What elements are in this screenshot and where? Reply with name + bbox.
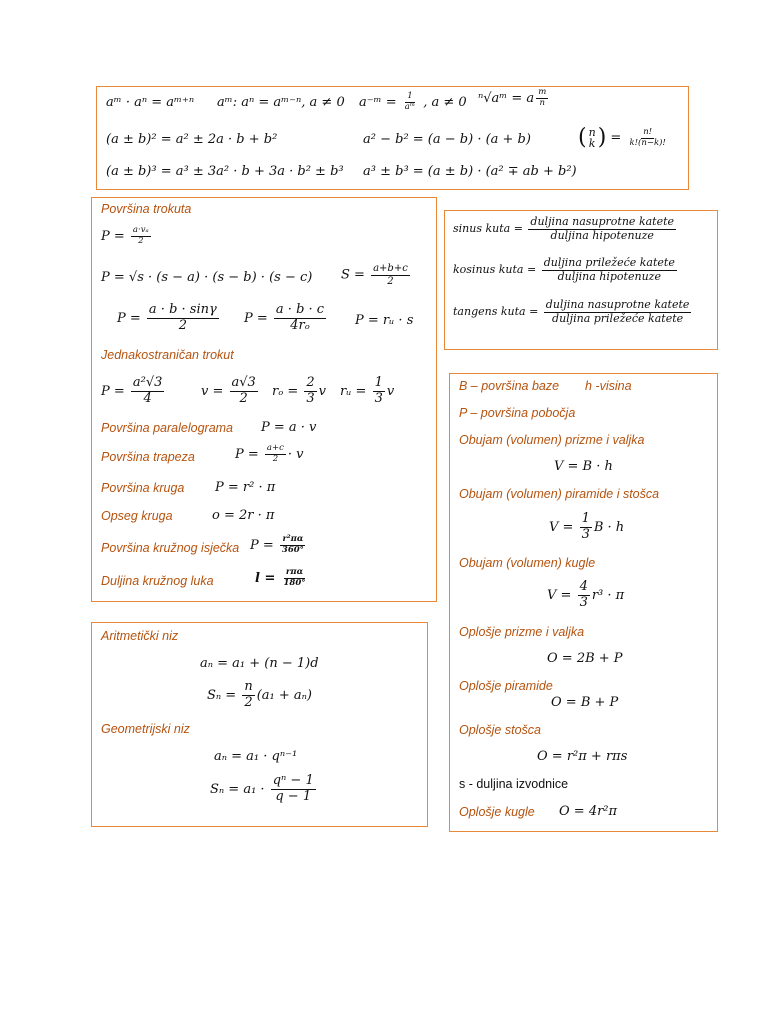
equilateral-area: P = $\frac{\text{a²√3}}{4}$ [101,375,163,406]
formula-negative-exponent [359,92,467,113]
prism-volume-formula: V = B · h [554,459,613,474]
triangle-area-basic: P = $\frac{\text{a·vₐ}}{2}$ [101,225,149,246]
parallelogram-area-heading: Površina paralelograma [101,421,234,435]
equilateral-circumradius: rₒ = $\frac{2}{3}$ v [272,375,327,406]
sphere-volume-heading: Obujam (volumen) kugle [459,556,596,570]
arc-length-formula: l = $\frac{\text{rπα}}{180^\circ}$ [255,567,306,588]
prism-surface-formula: O = 2B + P [547,651,623,666]
trapezoid-area-heading: Površina trapeza [101,450,195,464]
root-exp-base: ⁿ√aᵐ = a [478,91,535,106]
formula-square-binomial: (a ± b)² = a² ± 2a · b + b² [106,132,278,147]
arithmetic-sequence-heading: Aritmetički niz [101,629,179,643]
arithmetic-nth-term: aₙ = a₁ + (n − 1)d [200,656,319,671]
sine-definition: sinus kuta = $\frac{\text{duljina nasuprotne katete}}{\text{duljina hipotenuze}}$ [453,215,675,242]
binom-eq: = [610,130,622,146]
sector-area-heading: Površina kružnog isječka [101,541,240,555]
sphere-surface-formula: O = 4r²π [559,804,618,819]
cone-surface-heading: Oplošje stošca [459,723,541,737]
prism-volume-heading: Obujam (volumen) prizme i valjka [459,433,645,447]
root-exp-fraction: $\frac{m}{n}$ [538,87,547,108]
sphere-surface-heading: Oplošje kugle [459,805,535,819]
equilateral-height: v = $\frac{a√3}{2}$ [201,375,256,406]
triangle-area-circumradius: P = $\frac{a \cdot b \cdot c}{\text{4rₒ}}$ [244,302,325,333]
slant-height-note: s - duljina izvodnice [459,777,569,791]
tangent-definition: tangens kuta = $\frac{\text{duljina nasuprotne katete}}{\text{duljina priležeće katete}}$ [453,298,690,325]
arc-length-heading: Duljina kružnog luka [101,574,214,588]
circle-area-formula: P = r² · π [215,480,276,495]
lateral-area-label: P – površina pobočja [459,406,576,420]
prism-surface-heading: Oplošje prizme i valjka [459,625,585,639]
sector-area-formula: P = $\frac{\text{r²πα}}{360^\circ}$ [250,534,304,555]
arithmetic-sum: Sₙ = $\frac{n}{2}$ (a₁ + aₙ) [207,679,313,710]
formula-sum-cubes: a³ ± b³ = (a ± b) · (a² ∓ ab + b²) [363,164,577,179]
base-area-label: B – površina baze [459,379,560,393]
pyramid-volume-heading: Obujam (volumen) piramide i stošca [459,487,660,501]
circle-perimeter-heading: Opseg kruga [101,509,173,523]
geometric-sum: Sₙ = a₁ · $\frac{\text{qⁿ − 1}}{q - 1}$ [210,773,314,804]
cone-surface-formula: O = r²π + rπs [537,749,628,764]
pyramid-surface-formula: O = B + P [551,695,619,710]
neg-exp-left: a⁻ᵐ = [359,94,397,110]
neg-exp-right: , a ≠ 0 [423,94,467,110]
formula-power-product: aᵐ · aⁿ = aᵐ⁺ⁿ [106,95,195,110]
geometric-sequence-heading: Geometrijski niz [101,722,190,736]
triangle-area-sine: P = $\frac{a \cdot b \cdot \sin\gamma}{2}$ [117,302,217,333]
formula-binomial-coefficient: ( n k ) = $\frac{n!}{k!(n-k)!}$ [578,125,666,150]
triangle-area-heron: P = √s · (s − a) · (s − b) · (s − c) [101,270,313,285]
formula-power-quotient: aᵐ: aⁿ = aᵐ⁻ⁿ, a ≠ 0 [217,95,345,110]
binom-fraction: $\frac{n!}{k!(n-k)!}$ [629,126,666,148]
pyramid-volume-formula: V = $\frac{1}{3}$ B · h [549,511,625,542]
triangle-area-heading: Površina trokuta [101,202,192,216]
sphere-volume-formula: V = $\frac{4}{3}$ r³ · π [547,579,625,610]
formula-root-exponent [478,87,550,109]
formula-cube-binomial: (a ± b)³ = a³ ± 3a² · b + 3a · b² ± b³ [106,164,344,179]
parallelogram-area-formula: P = a · v [261,420,317,435]
geometric-nth-term: aₙ = a₁ · qⁿ⁻¹ [214,749,298,764]
circle-area-heading: Površina kruga [101,481,185,495]
binom-stack: n k [588,126,596,150]
formula-difference-squares: a² − b² = (a − b) · (a + b) [363,132,531,147]
semi-perimeter: S = $\frac{a+b+c}{2}$ [341,263,408,287]
height-label: h -visina [585,379,632,393]
trapezoid-area-formula: P = $\frac{a+c}{2}$ · v [235,443,304,464]
cosine-definition: kosinus kuta = $\frac{\text{duljina priležeće katete}}{\text{duljina hipotenuze}}$ [453,256,675,283]
pyramid-surface-heading: Oplošje piramide [459,679,553,693]
neg-exp-fraction: $\frac{1}{\text{aᵐ}}$ [404,91,416,112]
circle-perimeter-formula: o = 2r · π [212,508,275,523]
equilateral-inradius: rᵤ = $\frac{1}{3}$ v [340,375,395,406]
triangle-area-inradius: P = rᵤ · s [355,313,414,328]
equilateral-triangle-heading: Jednakostraničan trokut [101,348,234,362]
